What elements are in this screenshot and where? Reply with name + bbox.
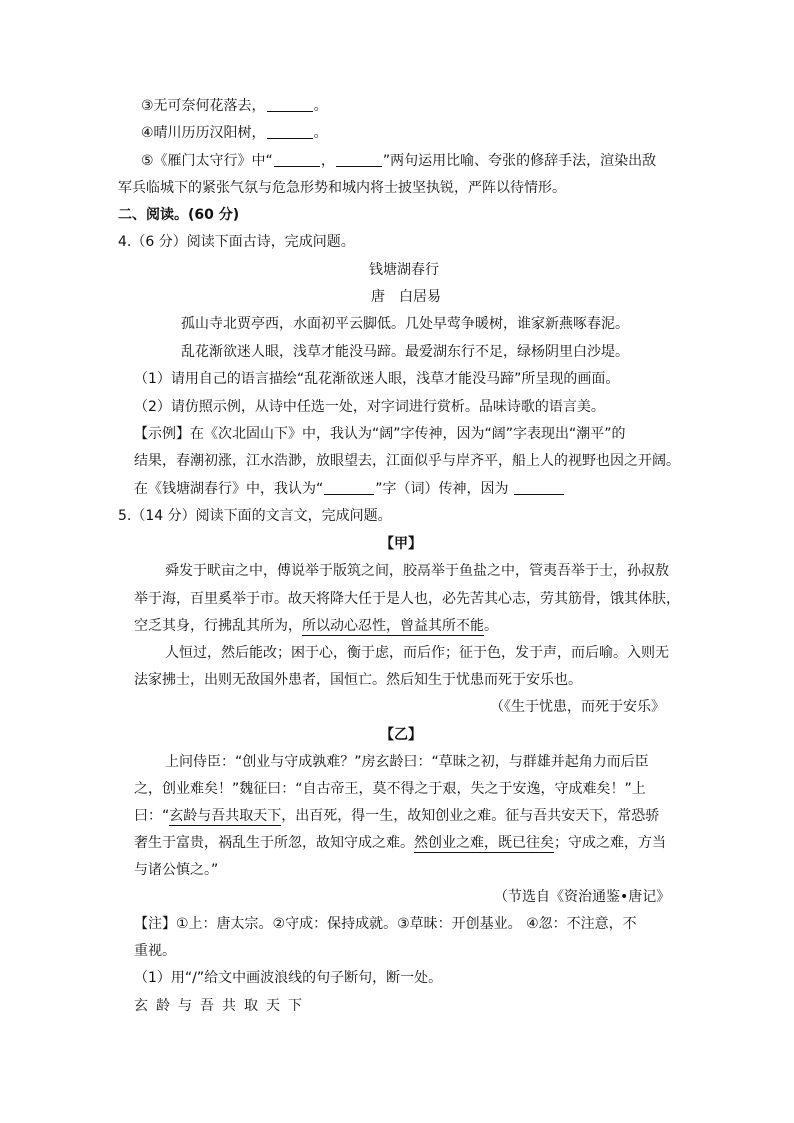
q5-stem: 5.（14 分）阅读下面的文言文，完成问题。 bbox=[118, 508, 392, 524]
q3-item-4-text: ④晴川历历汉阳树， bbox=[141, 125, 266, 141]
poem-line-2: 乱花渐欲迷人眼，浅草才能没马蹄。最爱湖东行不足，绿杨阴里白沙堤。 bbox=[181, 344, 629, 360]
answer-blank[interactable] bbox=[267, 97, 313, 112]
q5-sub-1: （1）用“/”给文中画波浪线的句子断句，断一处。 bbox=[134, 970, 443, 986]
q4-example-line-1: 【示例】在《次北固山下》中，我认为“阔”字传神，因为“阔”字表现出“潮平”的 bbox=[134, 426, 626, 442]
q3-item-3-end: 。 bbox=[313, 98, 328, 114]
notes-line-2: 重视。 bbox=[134, 943, 176, 959]
jia-source: （《生于忧患，而死于安乐》 bbox=[490, 699, 665, 715]
yi-line-4-post: ；守成之难，方当 bbox=[554, 835, 666, 851]
answer-blank[interactable] bbox=[514, 480, 564, 495]
jia-line-4: 人恒过，然后能改；困于心，衡于虑，而后作；征于色，发于声，而后喻。入则无 bbox=[165, 645, 669, 661]
char-cell[interactable]: 取 bbox=[244, 998, 258, 1014]
q4-example-line-2: 结果，春潮初涨，江水浩渺，放眼望去，江面似乎与岸齐平，船上人的视野也因之开阔。 bbox=[134, 453, 680, 469]
q3-item-5-mid: ， bbox=[320, 153, 335, 169]
yi-source: （节选自《资治通鉴•唐记》 bbox=[494, 889, 671, 905]
q4-sub-1: （1）请用自己的语言描绘“乱花渐欲迷人眼，浅草才能没马蹄”所呈现的画面。 bbox=[134, 371, 620, 387]
yi-line-3-pre: 曰：“ bbox=[134, 808, 170, 824]
jia-line-3 bbox=[134, 616, 498, 636]
notes-line-1: 【注】①上：唐太宗。②守成：保持成就。③草昧：开创基业。 ④忽：不注意，不 bbox=[134, 916, 637, 932]
passage-yi-label: 【乙】 bbox=[380, 727, 422, 743]
passage-jia-label: 【甲】 bbox=[380, 536, 422, 552]
char-cell[interactable]: 龄 bbox=[156, 998, 170, 1014]
sentence-for-punctuation[interactable] bbox=[134, 996, 310, 1016]
section-title: 二、阅读。(60 分) bbox=[118, 207, 240, 223]
q3-item-5-post: ”两句运用比喻、夸张的修辞手法，渲染出敌 bbox=[382, 153, 657, 169]
jia-line-3-post: 。 bbox=[484, 618, 498, 634]
poem-line-1: 孤山寺北贾亭西，水面初平云脚低。几处早莺争暖树，谁家新燕啄春泥。 bbox=[181, 316, 629, 332]
q4-example-line-3-pre: 在《钱塘湖春行》中，我认为“ bbox=[134, 481, 324, 497]
poem-title: 钱塘湖春行 bbox=[369, 262, 439, 278]
char-cell[interactable]: 下 bbox=[288, 998, 302, 1014]
q4-sub-2: （2）请仿照示例，从诗中任选一处，对字词进行赏析。品味诗歌的语言美。 bbox=[134, 399, 605, 415]
q3-item-5-pre: ⑤《雁门太守行》中“ bbox=[141, 153, 273, 169]
q3-item-5 bbox=[141, 151, 656, 171]
char-cell[interactable]: 与 bbox=[178, 998, 192, 1014]
answer-blank[interactable] bbox=[274, 152, 320, 167]
jia-line-5: 法家拂士，出则无敌国外患者，国恒亡。然后知生于忧患而死于安乐也。 bbox=[134, 672, 582, 688]
answer-blank[interactable] bbox=[336, 152, 382, 167]
poem-author: 唐 白居易 bbox=[371, 289, 441, 305]
q3-item-4 bbox=[141, 123, 328, 143]
q4-example-line-3 bbox=[134, 479, 565, 499]
yi-line-5: 与诸公慎之。” bbox=[134, 862, 219, 878]
q3-item-4-end: 。 bbox=[313, 125, 328, 141]
wavy-underlined-sentence: 玄龄与吾共取天下 bbox=[169, 808, 282, 824]
char-cell[interactable]: 吾 bbox=[200, 998, 214, 1014]
jia-line-3-pre: 空乏其身，行拂乱其所为， bbox=[134, 618, 302, 634]
yi-line-3 bbox=[134, 806, 659, 826]
char-cell[interactable]: 玄 bbox=[134, 998, 148, 1014]
yi-line-1: 上问侍臣：“创业与守成孰难？”房玄龄曰：“草昧之初，与群雄并起角力而后臣 bbox=[165, 754, 649, 770]
char-cell[interactable]: 共 bbox=[222, 998, 236, 1014]
yi-line-3-post: ，出百死，得一生，故知创业之难。征与吾共安天下，常恐骄 bbox=[281, 808, 660, 824]
q3-item-3 bbox=[141, 96, 328, 116]
yi-line-4 bbox=[134, 833, 666, 853]
underlined-sentence: 然创业之难，既已往矣 bbox=[414, 835, 554, 851]
q4-example-line-3-mid: ”字（词）传神，因为 bbox=[375, 481, 509, 497]
answer-blank[interactable] bbox=[324, 480, 374, 495]
jia-line-1: 舜发于畎亩之中，傅说举于版筑之间，胶鬲举于鱼盐之中，管夷吾举于士，孙叔敖 bbox=[165, 563, 669, 579]
char-cell[interactable]: 天 bbox=[266, 998, 280, 1014]
q4-stem: 4.（6 分）阅读下面古诗，完成问题。 bbox=[118, 234, 355, 250]
yi-line-4-pre: 奢生于富贵，祸乱生于所忽，故知守成之难。 bbox=[134, 835, 414, 851]
jia-line-2: 举于海，百里奚举于市。故天将降大任于是人也，必先苦其心志，劳其筋骨，饿其体肤， bbox=[134, 591, 680, 607]
q3-item-3-text: ③无可奈何花落去， bbox=[141, 98, 266, 114]
underlined-sentence: 所以动心忍性，曾益其所不能 bbox=[302, 618, 484, 634]
yi-line-2: 之，创业难矣！”魏征曰：“自古帝王，莫不得之于艰，失之于安逸，守成难矣！”上 bbox=[134, 781, 646, 797]
answer-blank[interactable] bbox=[267, 124, 313, 139]
q3-item-5-continued: 军兵临城下的紧张气氛与危急形势和城内将士披坚执锐，严阵以待情形。 bbox=[118, 180, 566, 196]
